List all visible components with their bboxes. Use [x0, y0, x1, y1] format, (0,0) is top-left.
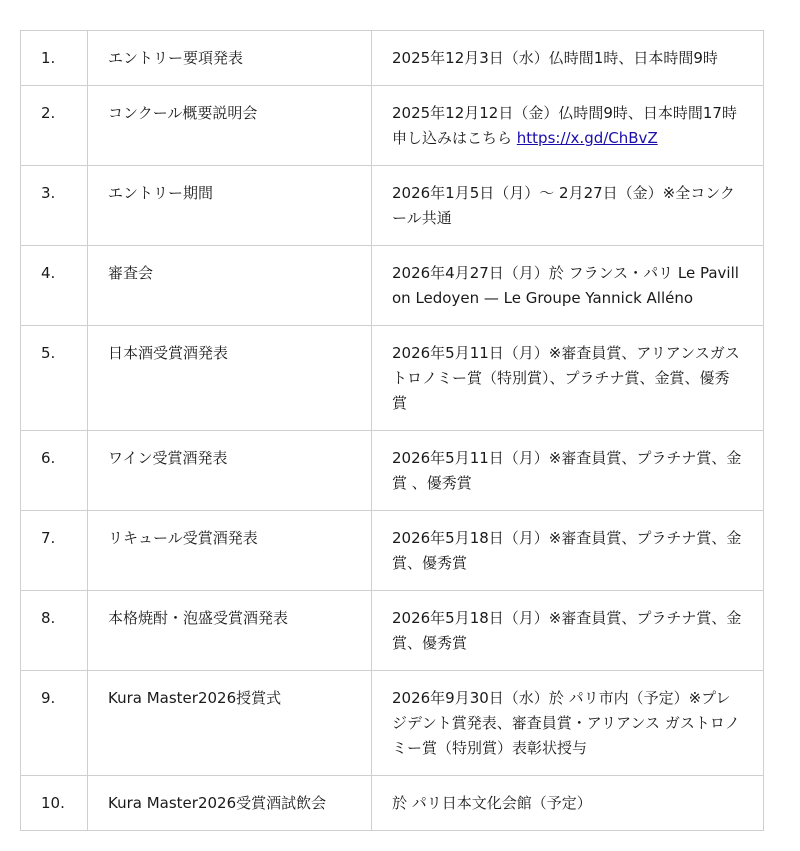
table-row: [21, 86, 764, 166]
table-row: [21, 166, 764, 246]
event-name: 日本酒受賞酒発表: [88, 326, 372, 431]
row-number: 9.: [21, 671, 88, 776]
event-detail: 2026年9月30日（水）於 パリ市内（予定）※プレジデント賞発表、審査員賞・アリアンス ガストロノミー賞（特別賞）表彰状授与: [372, 671, 764, 776]
row-number: 7.: [21, 511, 88, 591]
registration-link[interactable]: https://x.gd/ChBvZ: [516, 129, 658, 147]
event-detail: 2026年5月18日（月）※審査員賞、プラチナ賞、金賞、優秀賞: [372, 591, 764, 671]
row-number: 4.: [21, 246, 88, 326]
event-name: ワイン受賞酒発表: [88, 431, 372, 511]
table-row: [21, 431, 764, 511]
event-detail: 2026年5月18日（月）※審査員賞、プラチナ賞、金賞、優秀賞: [372, 511, 764, 591]
table-row: [21, 511, 764, 591]
event-name: コンクール概要説明会: [88, 86, 372, 166]
row-number: 10.: [21, 776, 88, 831]
event-detail: 2026年5月11日（月）※審査員賞、アリアンスガストロノミー賞（特別賞）、プラチナ賞、金賞、優秀賞: [372, 326, 764, 431]
schedule-table: [20, 30, 764, 831]
row-number: 8.: [21, 591, 88, 671]
event-name: 審査会: [88, 246, 372, 326]
event-name: Kura Master2026授賞式: [88, 671, 372, 776]
event-detail: 2026年4月27日（月）於 フランス・パリ Le Pavillon Ledoyen — Le Groupe Yannick Alléno: [372, 246, 764, 326]
row-number: 5.: [21, 326, 88, 431]
row-number: 6.: [21, 431, 88, 511]
event-detail-cell: [372, 86, 764, 166]
table-row: [21, 326, 764, 431]
table-row: [21, 246, 764, 326]
event-name: エントリー要項発表: [88, 31, 372, 86]
event-detail: 2025年12月12日（金）仏時間9時、日本時間17時 申し込みはこちら: [392, 104, 737, 147]
row-number: 1.: [21, 31, 88, 86]
row-number: 2.: [21, 86, 88, 166]
table-row: [21, 776, 764, 831]
event-detail: 2026年5月11日（月）※審査員賞、プラチナ賞、金賞 、優秀賞: [372, 431, 764, 511]
event-name: 本格焼酎・泡盛受賞酒発表: [88, 591, 372, 671]
event-name: エントリー期間: [88, 166, 372, 246]
event-detail: 於 パリ日本文化会館（予定）: [372, 776, 764, 831]
table-row: [21, 591, 764, 671]
event-name: リキュール受賞酒発表: [88, 511, 372, 591]
row-number: 3.: [21, 166, 88, 246]
event-detail: 2025年12月3日（水）仏時間1時、日本時間9時: [372, 31, 764, 86]
table-row: [21, 671, 764, 776]
schedule-table-container: [20, 30, 762, 831]
event-detail: 2026年1月5日（月）〜 2月27日（金）※全コンクール共通: [372, 166, 764, 246]
table-row: [21, 31, 764, 86]
event-name: Kura Master2026受賞酒試飲会: [88, 776, 372, 831]
